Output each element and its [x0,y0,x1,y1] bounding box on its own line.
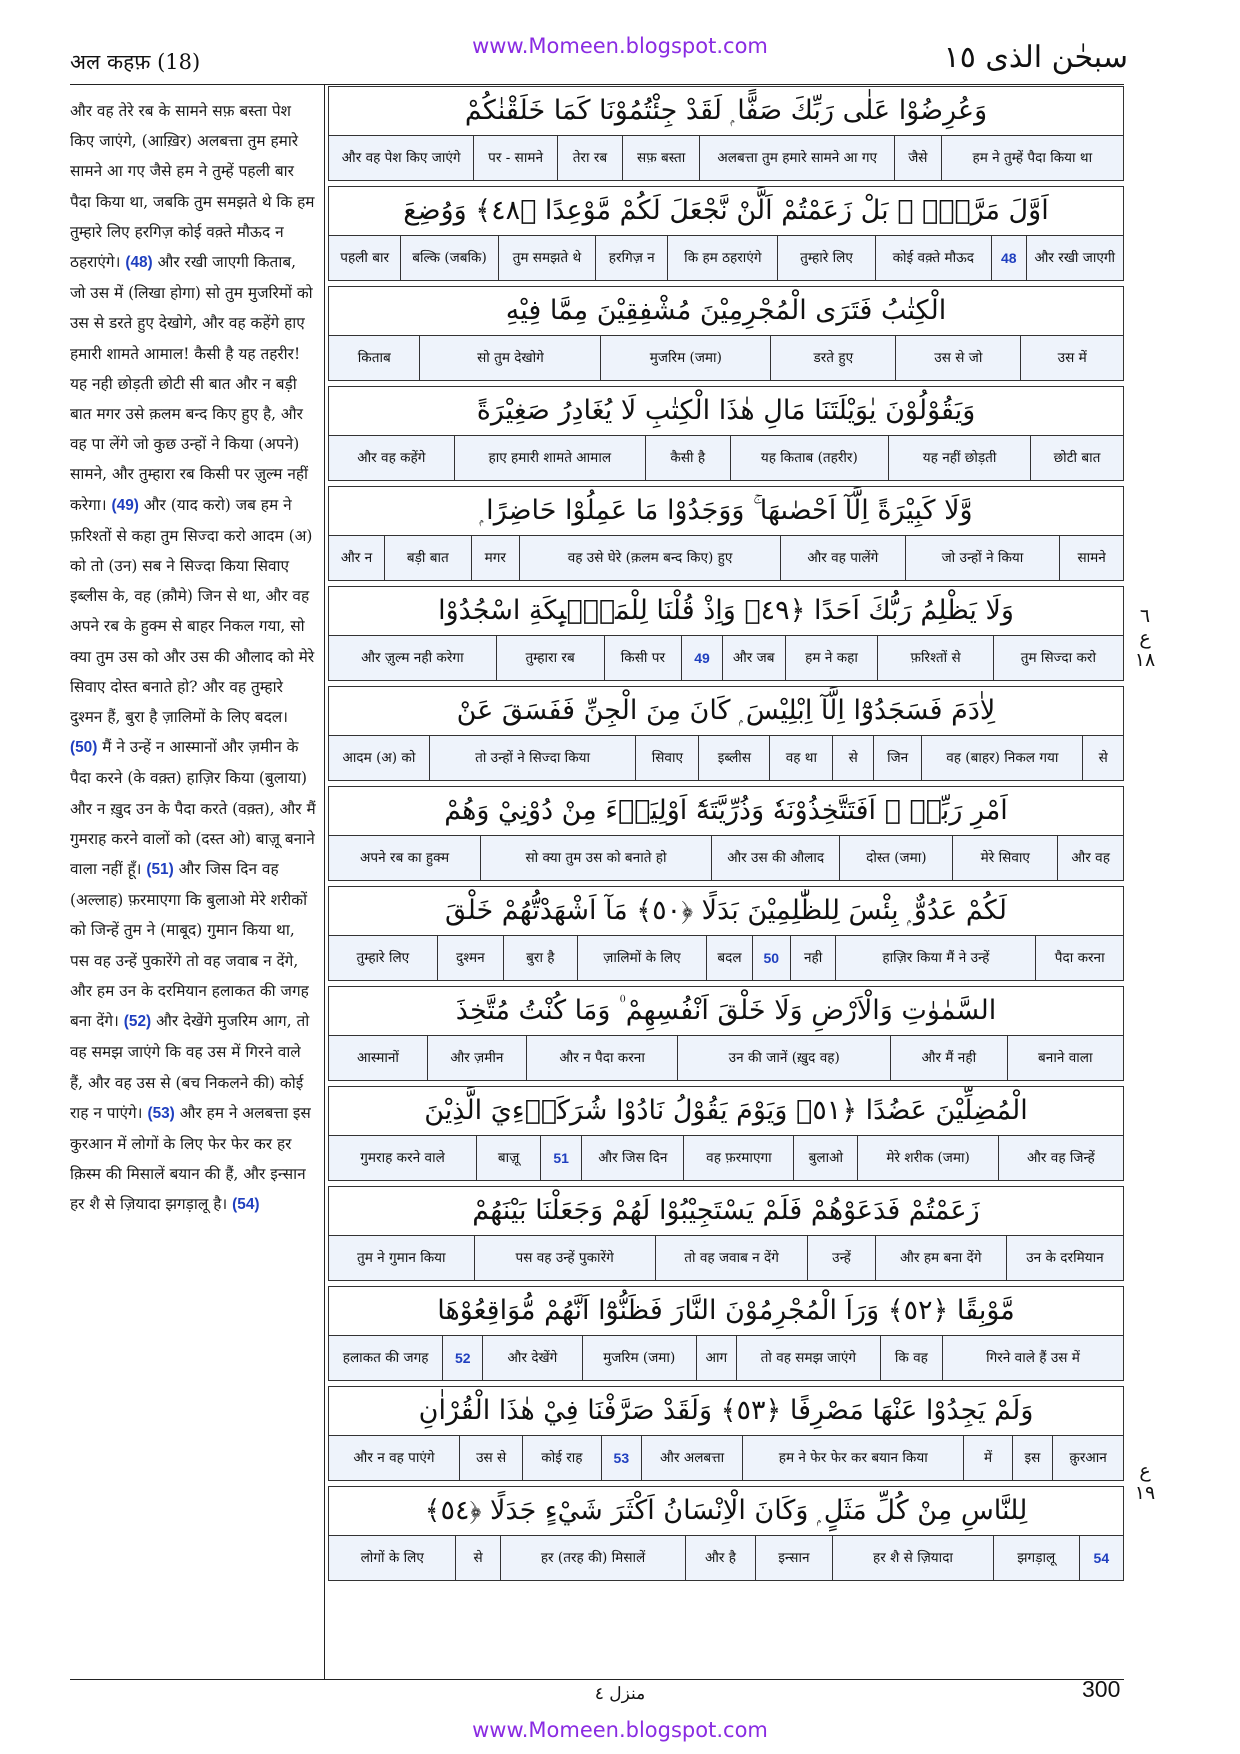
translation-text: और जिस दिन वह (अल्लाह) फ़रमाएगा कि बुलाओ मेरे शरीकों को जिन्हें तुम ने (माबूद) गुमान किया था, पस वह उन्हें पुकारेंगे तो वह जवाब न देंगे, और हम उन के दरमियान हलाकत की जगह बना देंगे। [70,860,309,1031]
verse-number-cell: 51 [540,1136,581,1180]
word-meaning-cell: मगर [471,536,519,580]
word-meaning-row [329,336,1123,380]
verse-block [328,1186,1124,1281]
word-meaning-cell: तो वह जवाब न देंगे [655,1236,808,1280]
word-meaning-cell: हाज़िर किया मैं ने उन्हें [835,936,1035,980]
word-meaning-cell: से [455,1536,499,1580]
word-meaning-cell: और उस की औलाद [711,836,840,880]
word-meaning-cell: उस से [459,1436,522,1480]
word-meaning-cell: नही [790,936,835,980]
word-meaning-cell: और हम बना देंगे [875,1236,1006,1280]
word-meaning-cell: जिन [873,736,921,780]
word-meaning-cell: हर (तरह की) मिसालें [500,1536,686,1580]
top-divider [70,84,1124,85]
verse-block [328,1086,1124,1181]
word-meaning-cell: से [1082,736,1123,780]
verse-block [328,1386,1124,1481]
page-number: 300 [1082,1676,1121,1702]
translation-paragraph [70,496,314,757]
word-meaning-cell: और मैं नही [890,1036,1006,1080]
word-meaning-cell: झगड़ालू [993,1536,1079,1580]
word-meaning-cell: बड़ी बात [384,536,470,580]
word-meaning-row [329,1236,1123,1280]
word-meaning-cell: दुश्मन [437,936,503,980]
ruku-mark [1130,605,1160,671]
verse-number: (48) [125,254,153,272]
translation-paragraph [70,860,309,1030]
word-meaning-cell: तुम समझते थे [498,236,595,280]
word-meaning-cell: और रखी जाएगी [1026,236,1123,280]
word-meaning-cell: गिरने वाले हैं उस में [942,1336,1123,1380]
word-meaning-cell: और न वह पाएंगे [353,1449,435,1466]
site-url-top: www.Momeen.blogspot.com [472,34,768,58]
word-meaning-cell: बाज़ू [476,1136,540,1180]
verse-number: (49) [111,496,139,514]
word-meaning-cell: और देखेंगे [482,1336,581,1380]
word-meaning-cell: हम ने कहा [785,636,878,680]
word-meaning-cell: तो उन्हों ने सिज्दा किया [429,736,635,780]
word-meaning-cell: फ़रिश्तों से [877,636,992,680]
word-meaning-row [329,1136,1123,1180]
word-meaning-cell: बनाने वाला [1007,1036,1123,1080]
ruku-count: ١٨ [1134,649,1156,671]
translation-paragraph [70,253,313,514]
verse-number-cell: 53 [601,1436,642,1480]
translation-text: और (याद करो) जब हम ने फ़रिश्तों से कहा तुम सिज्दा करो आदम (अ) को तो (उन) सब ने सिज्दा किया सिवाए इब्लीस के, वह (क़ौमे) जिन से था, और वह अपने रब के हुक्म से बाहर निकल गया, सो क्या तुम उस को और उस की औलाद को मेरे सिवाए दोस्त बनाते हो? और वह तुम्हारे दुश्मन हैं, बुरा है ज़ालिमों के लिए बदल। [70,495,315,727]
word-meaning-cell: आस्मानों [357,1049,399,1066]
word-meaning-cell: जैसे [894,136,941,180]
translation-text: और वह तेरे रब के सामने सफ़ बस्ता पेश किए जाएंगे, (आख़िर) अलबत्ता तुम हमारे सामने आ गए जैसे हम ने तुम्हें पहली बार पैदा किया था, जबकि तुम समझते थे कि हम तुम्हारे लिए हरगिज़ कोई वक़्ते मौऊद न ठहराएंगे। [70,102,315,272]
arabic-line: وَعُرِضُوْا عَلٰى رَبِّكَ صَفًّا ۭ لَقَدْ جِئْتُمُوْنَا كَمَا خَلَقْنٰكُمْ [329,87,1123,136]
arabic-line: وَيَقُوْلُوْنَ يٰوَيْلَتَنَا مَالِ هٰذَا الْكِتٰبِ لَا يُغَادِرُ صَغِيْرَةً [329,387,1123,436]
word-meaning-cell: और वह [1057,836,1123,880]
verse-number: (50) [70,739,98,757]
verse-block [328,586,1124,681]
word-meaning-cell: कैसी है [645,436,730,480]
verse-block [328,1286,1124,1381]
verse-block [328,386,1124,481]
word-meaning-row [329,1036,1123,1080]
word-meaning-cell: कोई राह [522,1436,600,1480]
word-meaning-cell: बल्कि (जबकि) [400,236,497,280]
word-meaning-cell: इन्सान [755,1536,833,1580]
word-meaning-cell: मेरे सिवाए [952,836,1057,880]
translation-text: और रखी जाएगी किताब, जो उस में (लिखा होगा) सो तुम मुजरिमों को उस से डरते हुए देखोगे, और वह कहेंगे हाए हमारी शामते आमाल! कैसी है यह तहरीर! यह नही छोड़ती छोटी सी बात और न बड़ी बात मगर उसे क़लम बन्द किए हुए है, और वह पा लेंगे जो कुछ उन्हों ने किया (अपने) सामने, और तुम्हारा रब किसी पर ज़ुल्म नहीं करेगा। [70,253,313,514]
word-meaning-cell: यह नहीं छोड़ती [888,436,1030,480]
column-divider [324,84,325,1679]
ruku-count: ١٩ [1134,1482,1156,1504]
verse-block [328,986,1124,1081]
word-meaning-cell: उन्हें [807,1236,874,1280]
word-meaning-cell: हर शै से ज़ियादा [832,1536,993,1580]
word-meaning-row [329,736,1123,780]
word-meaning-cell: और न पैदा करना [526,1036,677,1080]
word-meaning-cell: सफ़ बस्ता [622,136,699,180]
arabic-line: الْمُضِلِّيْنَ عَضُدًا ﴿٥١﴾ وَيَوْمَ يَقُوْلُ نَادُوْا شُرَكَاۗءِيَ الَّذِيْنَ [329,1087,1123,1136]
bottom-divider [70,1679,1124,1680]
word-meaning-cell: ज़ालिमों के लिए [577,936,707,980]
word-meaning-cell: उन के दरमियान [1006,1236,1123,1280]
word-meaning-cell: से [832,736,873,780]
ruku-ain: ع [1139,627,1151,649]
word-meaning-cell: और वह पालेंगे [780,536,904,580]
word-meaning-row [329,536,1123,580]
verse-number-cell: 50 [752,936,790,980]
word-meaning-cell: और वह जिन्हें [998,1136,1123,1180]
word-meaning-cell: मुजरिम (जमा) [600,336,770,380]
word-meaning-cell: तुम ने गुमान किया [356,1249,446,1266]
word-meaning-cell: आदम (अ) को [342,749,416,766]
word-meaning-cell: और है [685,1536,754,1580]
word-meaning-cell: अपने रब का हुक्म [360,849,450,866]
word-meaning-cell: क़ुरआन [1052,1436,1123,1480]
word-meaning-cell: और जब [722,636,785,680]
word-meaning-cell: तेरा रब [557,136,622,180]
word-meaning-cell: हरगिज़ न [595,236,667,280]
verse-number-cell: 49 [681,636,721,680]
ruku-mark [1130,1460,1160,1504]
word-meaning-cell: उन की जानें (ख़ुद वह) [677,1036,890,1080]
word-meaning-row [329,936,1123,980]
word-meaning-cell: तो वह समझ जाएंगे [736,1336,880,1380]
word-meaning-cell: तुम्हारे लिए [777,236,874,280]
word-meaning-row [329,836,1123,880]
word-meaning-cell: पस वह उन्हें पुकारेंगे [474,1236,655,1280]
verse-block [328,286,1124,381]
verse-block [328,886,1124,981]
word-meaning-cell: छोटी बात [1030,436,1123,480]
translation-text: मैं ने उन्हें न आस्मानों और ज़मीन के पैदा करने (के वक़्त) हाज़िर किया (बुलाया) और न ख़ुद उन के पैदा करते (वक़्त), और मैं गुमराह करने वालों को (दस्त ओ) बाज़ू बनाने वाला नहीं हूँ। [70,738,316,879]
verse-number: (51) [146,861,174,879]
verse-block [328,686,1124,781]
translation-text: और हम ने अलबत्ता इस कुरआन में लोगों के लिए फेर फेर कर हर क़िस्म की मिसालें बयान की हैं, और इन्सान हर शै से ज़ियादा झगड़ालू है। [70,1103,311,1214]
word-meaning-cell: और न [340,549,373,566]
arabic-line: السَّمٰوٰتِ وَالْاَرْضِ وَلَا خَلْقَ اَنْفُسِهِمْ ۠ وَمَا كُنْتُ مُتَّخِذَ [329,987,1123,1036]
word-meaning-cell: तुम्हारा रब [496,636,604,680]
word-meaning-row [329,236,1123,280]
word-meaning-cell: डरते हुए [770,336,895,380]
word-meaning-cell: इस [1012,1436,1053,1480]
word-meaning-cell: मुजरिम (जमा) [582,1336,696,1380]
word-meaning-cell: पहली बार [340,249,390,266]
verse-number: (52) [123,1013,152,1031]
word-meaning-cell: बुरा है [503,936,576,980]
arabic-line: الْكِتٰبُ فَتَرَى الْمُجْرِمِيْنَ مُشْفِقِيْنَ مِمَّا فِيْهِ [329,287,1123,336]
word-meaning-cell: पैदा करना [1035,936,1123,980]
word-meaning-cell: जो उन्हों ने किया [905,536,1060,580]
word-meaning-cell: उस में [1020,336,1123,380]
word-meaning-cell: पर - सामने [473,136,557,180]
ruku-ain: ع [1139,1460,1151,1482]
word-meaning-cell: वह था [769,736,832,780]
arabic-line: وَلَا يَظْلِمُ رَبُّكَ اَحَدًا ﴿٤٩﴾ وَاِذْ قُلْنَا لِلْمَلٰۗىِٕكَةِ اسْجُدُوْا [329,587,1123,636]
para-title: سبحٰن الذی ١٥ [943,40,1128,75]
word-meaning-cell: तुम्हारे लिए [356,949,410,966]
word-meaning-cell: बुलाओ [793,1136,857,1180]
word-meaning-cell: गुमराह करने वाले [360,1149,445,1166]
translation-paragraph [70,738,316,878]
translation-paragraph [70,102,315,271]
site-url-bottom: www.Momeen.blogspot.com [472,1718,768,1742]
translation-text: और देखेंगे मुजरिम आग, तो वह समझ जाएंगे कि वह उस में गिरने वाले हैं, और वह उस से (बच निकलने की) कोई राह न पाएंगे। [70,1012,310,1122]
ruku-number: ٦ [1139,605,1151,627]
word-meaning-cell: कि हम ठहराएंगे [667,236,777,280]
word-meaning-cell: सिवाए [635,736,698,780]
surah-title: अल कहफ़ (18) [70,50,201,74]
word-meaning-row [329,1436,1123,1480]
word-meaning-cell: कोई वक़्ते मौऊद [875,236,991,280]
word-meaning-cell: कि वह [880,1336,942,1380]
translation-column [70,96,316,1676]
arabic-line: اَوَّلَ مَرَّةٍۢ ۡ بَلْ زَعَمْتُمْ اَلَّنْ نَّجْعَلَ لَكُمْ مَّوْعِدًا ﴿٤٨﴾ وَوُضِعَ [329,187,1123,236]
verse-block [328,86,1124,181]
verse-block [328,1486,1124,1581]
arabic-line: لِلنَّاسِ مِنْ كُلِّ مَثَلٍ ۭ وَكَانَ الْاِنْسَانُ اَكْثَرَ شَيْءٍ جَدَلًا ﴿٥٤﴾ [329,1487,1123,1536]
word-meaning-cell: सामने [1059,536,1123,580]
verse-number: (54) [232,1196,260,1214]
word-meaning-cell: और वह कहेंगे [357,449,426,466]
word-meaning-cell: और वह पेश किए जाएंगे [341,149,461,166]
word-meaning-cell: किसी पर [604,636,682,680]
word-meaning-row [329,636,1123,680]
word-meaning-cell: बदल [706,936,751,980]
manzil-label: منزل ٤ [594,1684,646,1704]
word-meaning-cell: यह किताब (तहरीर) [730,436,888,480]
word-meaning-cell: और ज़मीन [427,1036,526,1080]
word-meaning-cell: अलबत्ता तुम हमारे सामने आ गए [699,136,894,180]
arabic-line: لِاٰدَمَ فَسَجَدُوْٓا اِلَّآ اِبْلِيْسَ ۭ كَانَ مِنَ الْجِنِّ فَفَسَقَ عَنْ [329,687,1123,736]
word-meaning-cell: और जिस दिन [581,1136,683,1180]
word-meaning-row [329,436,1123,480]
verse-block [328,786,1124,881]
arabic-line: لَكُمْ عَدُوٌّ ۭ بِئْسَ لِلظّٰلِمِيْنَ بَدَلًا ﴿٥٠﴾ مَآ اَشْهَدْتُّهُمْ خَلْقَ [329,887,1123,936]
verse-number-cell: 52 [442,1336,482,1380]
word-meaning-cell: वह उसे घेरे (क़लम बन्द किए) हुए [519,536,780,580]
word-meaning-cell: वह (बाहर) निकल गया [921,736,1082,780]
word-meaning-cell: सो क्या तुम उस को बनाते हो [480,836,711,880]
word-meaning-cell: हम ने फेर फेर कर बयान किया [742,1436,963,1480]
arabic-line: مَّوْبِقًا ﴿٥٢﴾ وَرَاَ الْمُجْرِمُوْنَ النَّارَ فَظَنُّوْٓا اَنَّهُمْ مُّوَاقِعُوْهَا [329,1287,1123,1336]
word-meaning-cell: में [963,1436,1011,1480]
word-meaning-cell: लोगों के लिए [360,1549,424,1566]
word-meaning-cell: और ज़ुल्म नही करेगा [361,649,464,666]
word-meaning-cell: वह फ़रमाएगा [683,1136,793,1180]
verse-number: (53) [147,1104,175,1122]
word-meaning-cell: तुम सिज्दा करो [993,636,1123,680]
word-by-word-grid [328,86,1124,1586]
verse-number-cell: 54 [1079,1536,1123,1580]
word-meaning-cell: उस से जो [895,336,1020,380]
word-meaning-cell: दोस्त (जमा) [839,836,952,880]
word-meaning-cell: हलाकत की जगह [342,1349,429,1366]
word-meaning-row [329,136,1123,180]
word-meaning-cell: हम ने तुम्हें पैदा किया था [941,136,1123,180]
word-meaning-row [329,1536,1123,1580]
word-meaning-cell: और अलबत्ता [641,1436,742,1480]
word-meaning-cell: हाए हमारी शामते आमाल [454,436,645,480]
word-meaning-cell: इब्लीस [698,736,769,780]
arabic-line: وَّلَا كَبِيْرَةً اِلَّآ اَحْصٰىهَا ۚ وَوَجَدُوْا مَا عَمِلُوْا حَاضِرًا ۭ [329,487,1123,536]
verse-block [328,486,1124,581]
word-meaning-cell: आग [696,1336,736,1380]
arabic-line: زَعَمْتُمْ فَدَعَوْهُمْ فَلَمْ يَسْتَجِيْبُوْا لَهُمْ وَجَعَلْنَا بَيْنَهُمْ [329,1187,1123,1236]
word-meaning-cell: सो तुम देखोगे [419,336,600,380]
word-meaning-cell: मेरे शरीक (जमा) [857,1136,997,1180]
verse-number-cell: 48 [991,236,1026,280]
arabic-line: اَمْرِ رَبِّهٖ ۭ اَفَتَتَّخِذُوْنَهٗ وَذُرِّيَّتَهٗٓ اَوْلِيَاۗءَ مِنْ دُوْنِيْ وَهُمْ [329,787,1123,836]
verse-block [328,186,1124,281]
arabic-line: وَلَمْ يَجِدُوْا عَنْهَا مَصْرِفًا ﴿٥٣﴾ وَلَقَدْ صَرَّفْنَا فِيْ هٰذَا الْقُرْاٰنِ [329,1387,1123,1436]
word-meaning-row [329,1336,1123,1380]
word-meaning-cell: किताब [357,349,391,366]
